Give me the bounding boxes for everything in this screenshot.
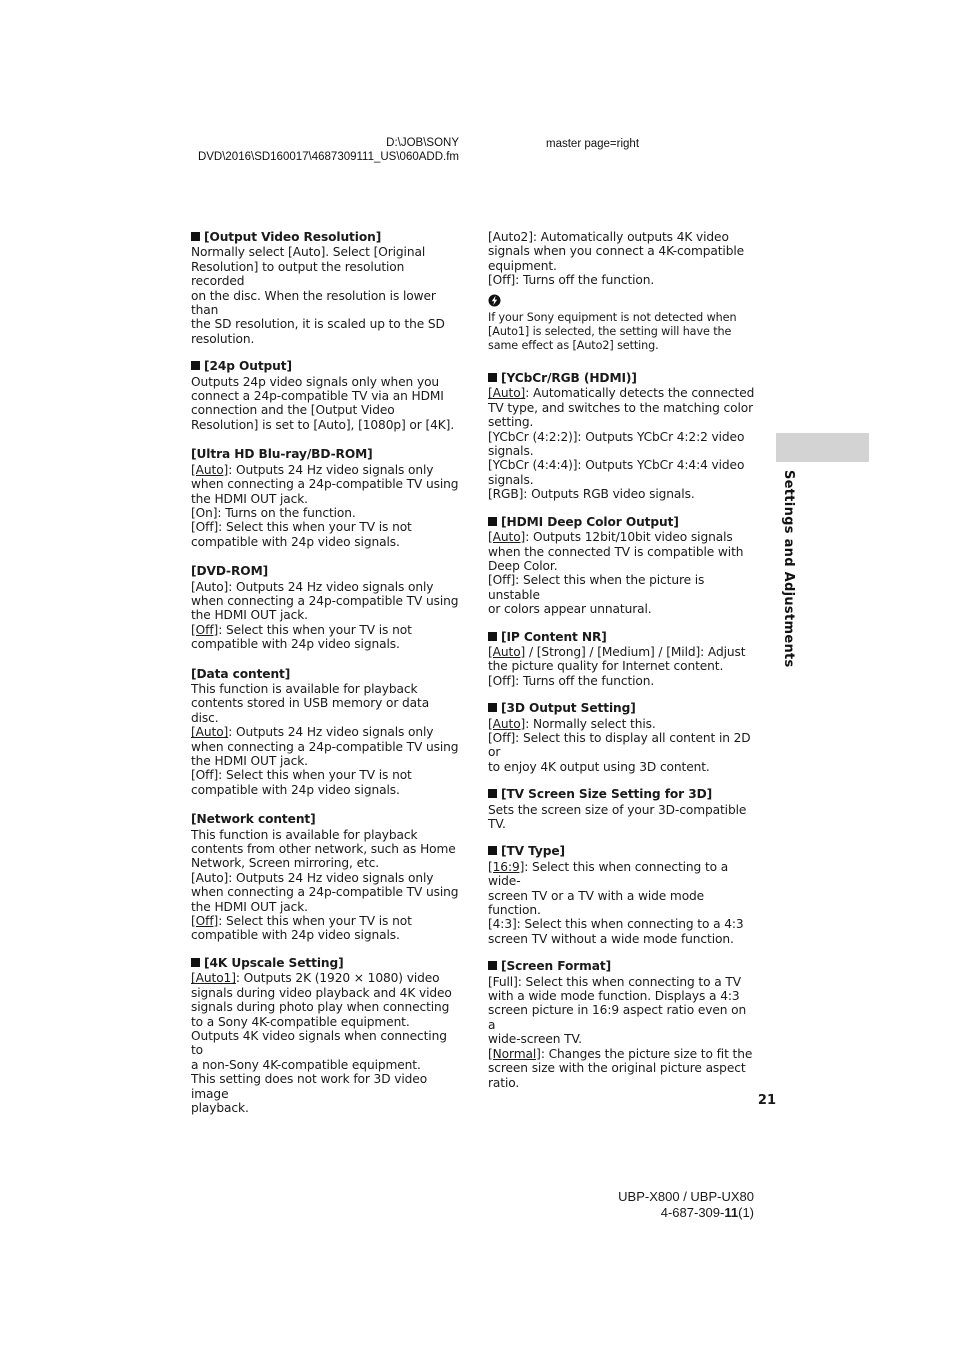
text-line: a non-Sony 4K-compatible equipment. bbox=[191, 1057, 421, 1072]
square-bullet-icon bbox=[488, 632, 497, 641]
note-block bbox=[488, 294, 756, 353]
text-line: This function is available for playback bbox=[191, 827, 418, 842]
file-path-line-1: D:\JOB\SONY bbox=[386, 137, 459, 149]
text-line: when connecting a 24p-compatible TV using bbox=[191, 885, 459, 900]
text-line: when connecting a 24p-compatible TV using bbox=[191, 593, 459, 608]
file-path bbox=[190, 136, 459, 164]
square-bullet-icon bbox=[488, 846, 497, 855]
text-line: when connecting a 24p-compatible TV using bbox=[191, 739, 459, 754]
text-line: : Select this when your TV is not bbox=[218, 622, 412, 637]
footer-code-bold: 11 bbox=[724, 1205, 739, 1220]
section-heading: [HDMI Deep Color Output] bbox=[501, 514, 679, 529]
note-text: [Auto1] is selected, the setting will have the bbox=[488, 325, 732, 339]
footer-code bbox=[560, 1205, 754, 1221]
default-option: [Auto] bbox=[488, 716, 526, 731]
section-heading: [24p Output] bbox=[204, 359, 292, 374]
section-dvd-rom bbox=[191, 564, 459, 651]
section-4k-upscale-setting bbox=[191, 956, 459, 1115]
text-line: connect a 24p-compatible TV via an HDMI bbox=[191, 389, 444, 404]
text-line: : Select this when your TV is not bbox=[218, 914, 412, 929]
note-text: If your Sony equipment is not detected when bbox=[488, 311, 737, 325]
text-line: wide-screen TV. bbox=[488, 1032, 582, 1047]
square-bullet-icon bbox=[488, 517, 497, 526]
default-option: [Auto1] bbox=[191, 971, 236, 986]
text-line: : Automatically detects the connected bbox=[525, 386, 755, 401]
text-line: compatible with 24p video signals. bbox=[191, 534, 400, 549]
footer-code-suffix: (1) bbox=[738, 1205, 754, 1220]
square-bullet-icon bbox=[191, 361, 200, 370]
text-line: playback. bbox=[191, 1100, 249, 1115]
text-line: [RGB]: Outputs RGB video signals. bbox=[488, 487, 695, 502]
default-option: [Auto] bbox=[191, 462, 229, 477]
text-line: screen TV without a wide mode function. bbox=[488, 931, 734, 946]
text-line: to enjoy 4K output using 3D content. bbox=[488, 759, 710, 774]
text-line: Normally select [Auto]. Select [Original bbox=[191, 245, 426, 260]
text-line: [Full]: Select this when connecting to a TV bbox=[488, 974, 741, 989]
text-line: [4:3]: Select this when connecting to a 4:3 bbox=[488, 917, 744, 932]
text-line: screen size with the original picture aspect bbox=[488, 1061, 746, 1076]
text-line: [Off]: Select this when the picture is unstable bbox=[488, 573, 705, 602]
text-line: signals when you connect a 4K-compatible bbox=[488, 244, 745, 259]
text-line: Deep Color. bbox=[488, 558, 558, 573]
text-line: [Off]: Select this to display all content in 2D or bbox=[488, 730, 751, 760]
text-line: : Outputs 2K (1920 × 1080) video bbox=[235, 971, 440, 986]
default-option: [Normal] bbox=[488, 1046, 541, 1061]
text-line: the HDMI OUT jack. bbox=[191, 899, 308, 914]
text-line: contents from other network, such as Home bbox=[191, 842, 456, 857]
text-line: compatible with 24p video signals. bbox=[191, 928, 400, 943]
text-line: when connecting a 24p-compatible TV using bbox=[191, 477, 459, 492]
section-heading: [IP Content NR] bbox=[501, 629, 607, 644]
section-screen-format bbox=[488, 959, 756, 1090]
text-line: [Auto2]: Automatically outputs 4K video bbox=[488, 230, 729, 244]
text-line: the SD resolution, it is scaled up to the SD bbox=[191, 317, 445, 332]
default-option: [Auto] bbox=[488, 644, 526, 659]
section-network-content bbox=[191, 812, 459, 943]
square-bullet-icon bbox=[488, 373, 497, 382]
section-heading: [YCbCr/RGB (HDMI)] bbox=[501, 371, 637, 386]
default-option: [Auto] bbox=[488, 530, 526, 545]
square-bullet-icon bbox=[488, 703, 497, 712]
section-heading: [Output Video Resolution] bbox=[204, 230, 382, 244]
text-line: : Outputs 24 Hz video signals only bbox=[228, 462, 434, 477]
text-line: signals. bbox=[488, 444, 534, 459]
text-line: [Auto]: Outputs 24 Hz video signals only bbox=[191, 870, 434, 885]
section-24p-output bbox=[191, 359, 459, 432]
text-line: [YCbCr (4:2:2)]: Outputs YCbCr 4:2:2 video bbox=[488, 429, 745, 444]
text-line: the HDMI OUT jack. bbox=[191, 491, 308, 506]
text-line: compatible with 24p video signals. bbox=[191, 637, 400, 652]
text-line: equipment. bbox=[488, 258, 557, 273]
section-4k-upscale-continued bbox=[488, 230, 756, 288]
note-icon bbox=[488, 294, 756, 310]
sub-heading: [Network content] bbox=[191, 812, 316, 827]
text-line: connection and the [Output Video bbox=[191, 403, 395, 418]
text-line: [YCbCr (4:4:4)]: Outputs YCbCr 4:4:4 video bbox=[488, 458, 745, 473]
text-line: screen picture in 16:9 aspect ratio even on a bbox=[488, 1003, 747, 1032]
text-line: [Off]: Turns off the function. bbox=[488, 673, 655, 688]
text-line: [Off]: Select this when your TV is not bbox=[191, 768, 412, 783]
page-number: 21 bbox=[757, 1093, 776, 1108]
section-heading: [TV Screen Size Setting for 3D] bbox=[501, 787, 713, 802]
text-line: Outputs 24p video signals only when you bbox=[191, 374, 440, 389]
text-line: [On]: Turns on the function. bbox=[191, 505, 356, 520]
text-line: [Off]: Turns off the function. bbox=[488, 273, 655, 288]
text-line: screen TV or a TV with a wide mode function. bbox=[488, 888, 705, 918]
text-line: compatible with 24p video signals. bbox=[191, 782, 400, 797]
text-line: the picture quality for Internet content. bbox=[488, 659, 724, 674]
text-line: TV type, and switches to the matching color bbox=[488, 400, 754, 415]
default-option: [Auto] bbox=[488, 386, 526, 401]
sub-heading: [Data content] bbox=[191, 666, 291, 681]
text-line: This function is available for playback bbox=[191, 681, 418, 696]
section-ultra-hd-bluray bbox=[191, 447, 459, 549]
text-line: Resolution] is set to [Auto], [1080p] or [4K]. bbox=[191, 417, 455, 432]
text-line: Sets the screen size of your 3D-compatible bbox=[488, 802, 747, 817]
text-line: to a Sony 4K-compatible equipment. bbox=[191, 1014, 410, 1029]
section-data-content bbox=[191, 667, 459, 798]
text-line: or colors appear unnatural. bbox=[488, 602, 652, 617]
text-line: resolution. bbox=[191, 331, 255, 346]
section-3d-output-setting bbox=[488, 701, 756, 774]
text-line: Resolution] to output the resolution recorded bbox=[191, 259, 405, 289]
left-column bbox=[191, 230, 459, 1128]
square-bullet-icon bbox=[191, 232, 200, 241]
text-line: [Auto]: Outputs 24 Hz video signals only bbox=[191, 579, 434, 594]
text-line: : Normally select this. bbox=[525, 716, 656, 731]
text-line: : Outputs 24 Hz video signals only bbox=[228, 725, 434, 740]
file-path-line-2: DVD\2016\SD160017\4687309111_US\060ADD.fm bbox=[197, 151, 459, 163]
square-bullet-icon bbox=[488, 961, 497, 970]
text-line: the HDMI OUT jack. bbox=[191, 608, 308, 623]
text-line: signals during photo play when connecting bbox=[191, 1000, 450, 1015]
footer-model: UBP-X800 / UBP-UX80 bbox=[618, 1189, 754, 1204]
section-output-video-resolution bbox=[191, 230, 459, 346]
text-line: TV. bbox=[488, 817, 506, 831]
section-heading: [TV Type] bbox=[501, 844, 566, 859]
text-line: when the connected TV is compatible with bbox=[488, 544, 744, 559]
section-hdmi-deep-color bbox=[488, 515, 756, 617]
text-line: setting. bbox=[488, 415, 534, 430]
text-line: [Off]: Select this when your TV is not bbox=[191, 520, 412, 535]
default-option: [Off] bbox=[191, 914, 219, 929]
master-page-label: master page=right bbox=[546, 138, 640, 150]
text-line: with a wide mode function. Displays a 4:3 bbox=[488, 989, 740, 1004]
section-tv-screen-size-3d bbox=[488, 787, 756, 831]
text-line: contents stored in USB memory or data disc. bbox=[191, 696, 430, 725]
section-heading: [3D Output Setting] bbox=[501, 701, 636, 716]
note-text: same effect as [Auto2] setting. bbox=[488, 339, 659, 353]
footer-code-prefix: 4-687-309- bbox=[660, 1205, 725, 1220]
text-line: signals. bbox=[488, 472, 534, 487]
default-option: [16:9] bbox=[488, 859, 525, 874]
section-heading: [Screen Format] bbox=[501, 959, 612, 974]
text-line: Outputs 4K video signals when connecting to bbox=[191, 1028, 447, 1058]
section-ip-content-nr bbox=[488, 630, 756, 689]
chapter-tab-bar bbox=[776, 433, 869, 462]
default-option: [Off] bbox=[191, 622, 219, 637]
text-line: : Changes the picture size to fit the bbox=[540, 1046, 753, 1061]
text-line: signals during video playback and 4K video bbox=[191, 985, 452, 1000]
right-column bbox=[488, 230, 756, 1103]
text-line: / [Strong] / [Medium] / [Mild]: Adjust bbox=[525, 644, 746, 659]
section-ycbcr-rgb bbox=[488, 371, 756, 502]
text-line: : Select this when connecting to a wide- bbox=[488, 859, 729, 889]
text-line: This setting does not work for 3D video image bbox=[191, 1072, 428, 1101]
text-line: ratio. bbox=[488, 1075, 520, 1090]
square-bullet-icon bbox=[488, 789, 497, 798]
text-line: Network, Screen mirroring, etc. bbox=[191, 856, 380, 871]
text-line: : Outputs 12bit/10bit video signals bbox=[525, 530, 733, 545]
square-bullet-icon bbox=[191, 958, 200, 967]
sub-heading: [Ultra HD Blu-ray/BD-ROM] bbox=[191, 447, 373, 462]
chapter-tab-label: Settings and Adjustments bbox=[781, 470, 796, 668]
text-line: on the disc. When the resolution is lower than bbox=[191, 288, 436, 318]
text-line: the HDMI OUT jack. bbox=[191, 754, 308, 768]
sub-heading: [DVD-ROM] bbox=[191, 564, 269, 579]
section-heading: [4K Upscale Setting] bbox=[204, 955, 344, 970]
section-tv-type bbox=[488, 844, 756, 946]
default-option: [Auto] bbox=[191, 725, 229, 740]
